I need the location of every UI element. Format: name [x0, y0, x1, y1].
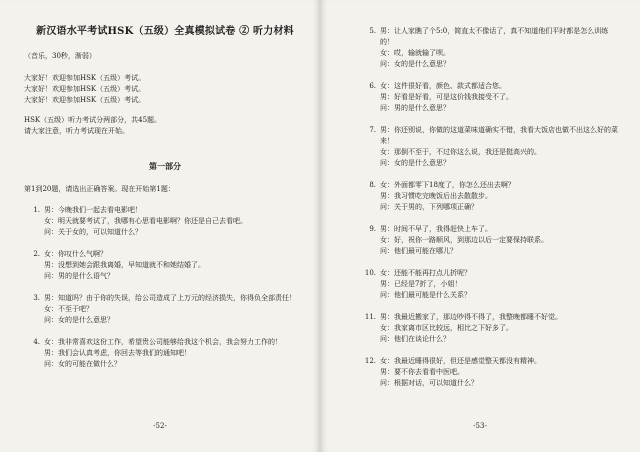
dialog-line: 女：这件很好看，颜色、款式都适合您。 [380, 82, 506, 90]
dialog-line: 女：哎，输就输了呗。 [380, 49, 450, 57]
question-item [360, 312, 622, 345]
question-item [360, 125, 622, 169]
dialog-line: 男：我们会认真考虑，你回去等我们的通知吧！ [44, 349, 191, 357]
dialog-line: 女：外面都零下18度了，你怎么还出去啊？ [380, 181, 515, 189]
question-number: 12. [364, 357, 376, 365]
dialog-line: 男：时间不早了，我得赶快上车了。 [380, 225, 492, 233]
question-line: 问：女的是什么意思？ [44, 316, 114, 324]
question-number: 7. [369, 126, 376, 134]
section-title: 第一部分 [149, 161, 181, 171]
question-item [24, 293, 306, 326]
intro-line: 大家好！欢迎参加HSK（五级）考试。 [24, 85, 146, 93]
question-item [360, 356, 622, 389]
intro-line: 大家好！欢迎参加HSK（五级）考试。 [24, 96, 146, 104]
question-number: 3. [33, 294, 40, 302]
question-line: 问：男的是什么意思？ [380, 104, 450, 112]
page-number: -52- [153, 422, 167, 430]
dialog-line: 男：我最近搬家了，那边吵得不得了，我整晚都睡不好觉。 [380, 313, 562, 321]
question-item [360, 26, 622, 70]
intro-line: 大家好！欢迎参加HSK（五级）考试。 [24, 74, 146, 82]
question-number: 5. [369, 27, 376, 35]
question-line: 问：他们最可能是什么关系？ [380, 291, 471, 299]
question-line: 问：根据对话，可以知道什么？ [380, 379, 478, 387]
question-number: 6. [369, 82, 376, 90]
dialog-line: 男：今晚我们一起去看电影吧！ [44, 206, 142, 214]
intro2-line: HSK（五级）听力考试分两部分，共45题。 [24, 116, 162, 124]
right-page [320, 0, 640, 452]
dialog-line: 女：你叹什么气啊？ [44, 250, 107, 258]
dialog-line: 女：我家离市区比较远，相比之下好多了。 [380, 324, 513, 332]
question-line: 问：他们最可能在哪儿？ [380, 247, 457, 255]
instructions: 第1到20题，请选出正确答案。现在开始第1题： [24, 185, 175, 193]
dialog-line: 男：没想到她会跟我离婚，早知道就不和她结婚了。 [44, 261, 205, 269]
dialog-line: 女：好，祝你一路顺风，到那边以后一定要保持联系。 [380, 236, 548, 244]
question-item [360, 268, 622, 301]
question-number: 8. [369, 181, 376, 189]
question-line: 问：女的是什么意思？ [380, 159, 450, 167]
question-number: 4. [33, 338, 40, 346]
music-note: （音乐，30秒，渐弱） [24, 52, 96, 60]
question-item [360, 224, 622, 257]
intro2-block [24, 115, 306, 137]
question-line: 问：女的是什么意思？ [380, 60, 450, 68]
question-number: 10. [364, 269, 376, 277]
dialog-line: 女：我非常喜欢这份工作，希望贵公司能够给我这个机会，我会努力工作的！ [44, 338, 282, 346]
dialog-line: 男：你还别说，你做的这道菜味道确实不错，我看大饭店也做不出这么好的菜来！ [380, 126, 618, 145]
question-number: 11. [364, 313, 376, 321]
dialog-line: 男：知道吗？由于你的失误，给公司造成了上万元的经济损失，你得负全部责任！ [44, 294, 296, 302]
intro-block [24, 73, 306, 106]
question-number: 1. [33, 206, 40, 214]
question-number: 2. [33, 250, 40, 258]
dialog-line: 男：好看是好看，可是这价钱我接受不了。 [380, 93, 513, 101]
question-line: 问：他们在谈论什么？ [380, 335, 450, 343]
intro2-line: 请大家注意，听力考试现在开始。 [24, 127, 129, 135]
dialog-line: 女：那倒不至于，不过你这么说，我还是挺高兴的。 [380, 148, 541, 156]
dialog-line: 女：明天就要考试了，我哪有心思看电影啊？你还是自己去看吧。 [44, 217, 247, 225]
dialog-line: 女：我最近睡得很好，但还是感觉整天都没有精神。 [380, 357, 541, 365]
dialog-line: 男：要不你去看看中医吧。 [380, 368, 464, 376]
question-item [360, 180, 622, 213]
question-item [360, 81, 622, 114]
page-number: -53- [473, 422, 487, 430]
question-line: 问：女的可能在做什么？ [44, 360, 121, 368]
dialog-line: 男：已经是7折了，小姐！ [380, 280, 462, 288]
question-item [24, 205, 306, 238]
question-item [24, 337, 306, 370]
page-title: 新汉语水平考试HSK（五级）全真模拟试卷 ② 听力材料 [36, 26, 294, 37]
dialog-line: 男：让人家瞧了个5:0，简直太不像话了，真不知道他们平时都是怎么训练的！ [380, 27, 609, 46]
question-line: 问：男的是什么语气？ [44, 272, 114, 280]
dialog-line: 女：不至于吧？ [44, 305, 93, 313]
question-line: 问：关于男的，下列哪项正确？ [380, 203, 478, 211]
question-line: 问：关于女的，可以知道什么？ [44, 228, 142, 236]
question-number: 9. [369, 225, 376, 233]
dialog-line: 男：我习惯吃完晚饭后出去散散步。 [380, 192, 492, 200]
dialog-line: 女：还能不能再打点儿折呢？ [380, 269, 471, 277]
question-item [24, 249, 306, 282]
